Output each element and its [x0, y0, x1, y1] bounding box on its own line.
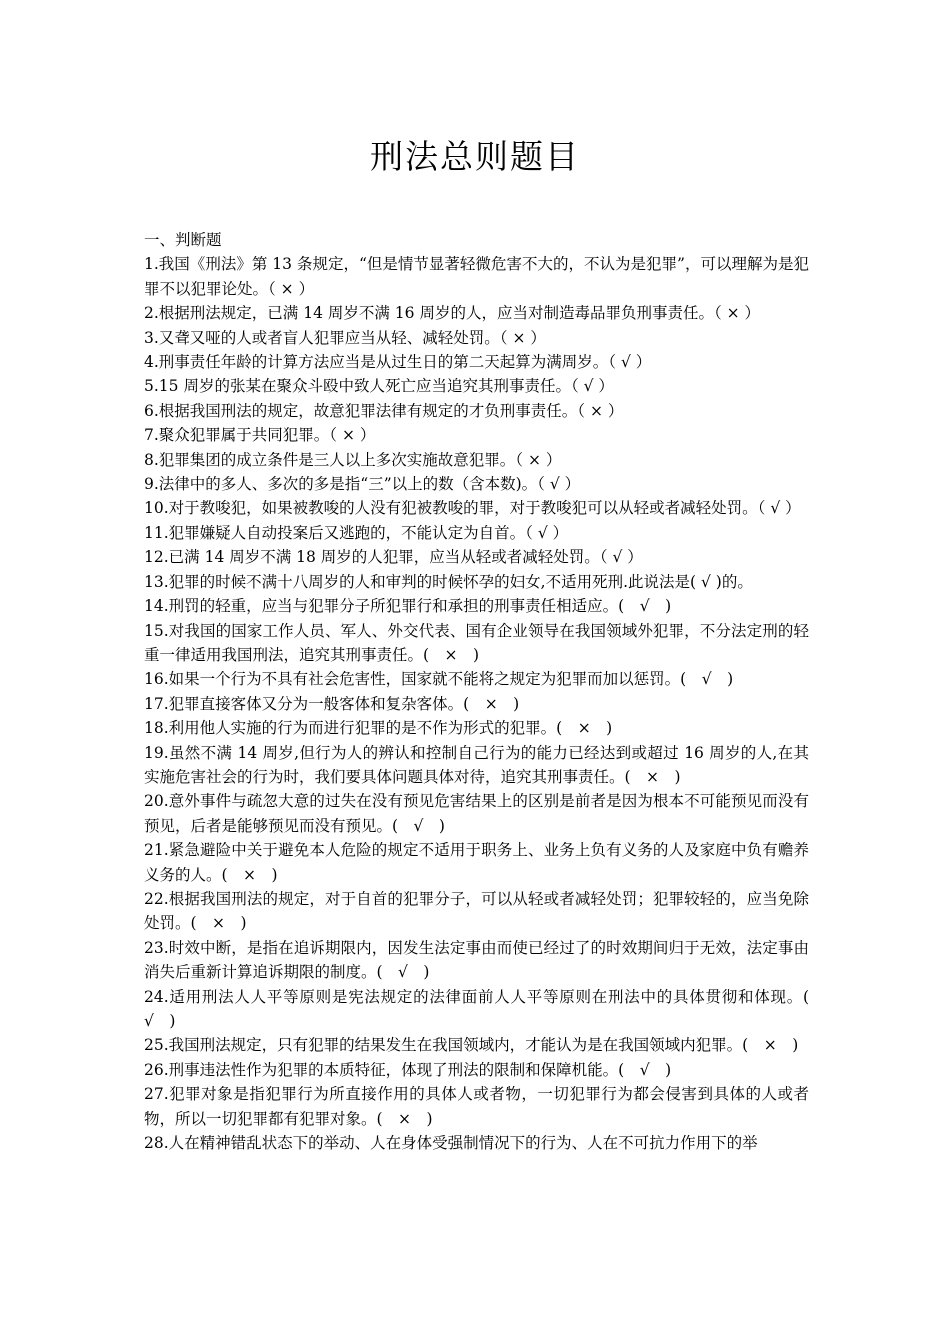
list-item	[144, 716, 809, 740]
question-text: 1.我国《刑法》第 13 条规定，“但是情节显著轻微危害不大的，不认为是犯罪”，可以理解为是犯罪不以犯罪论处。（ × ）	[144, 255, 809, 298]
list-item	[144, 887, 809, 936]
list-item	[144, 741, 809, 790]
list-item	[144, 619, 809, 668]
question-text: 5.15 周岁的张某在聚众斗殴中致人死亡应当追究其刑事责任。（ √ ）	[144, 377, 614, 396]
question-text: 7.聚众犯罪属于共同犯罪。（ × ）	[144, 426, 376, 445]
list-item	[144, 545, 809, 569]
page-title: 刑法总则题目	[370, 137, 580, 176]
list-item	[144, 496, 809, 520]
question-text: 23.时效中断，是指在追诉期限内，因发生法定事由而使已经过了的时效期间归于无效，法定事由消失后重新计算追诉期限的制度。( √ )	[144, 938, 809, 982]
list-item	[144, 1058, 809, 1082]
list-item	[144, 667, 809, 691]
question-text: 16.如果一个行为不具有社会危害性，国家就不能将之规定为犯罪而加以惩罚。( √ )	[144, 670, 734, 689]
question-list	[144, 252, 825, 1155]
list-item	[144, 399, 809, 423]
question-text: 3.又聋又哑的人或者盲人犯罪应当从轻、减轻处罚。（ × ）	[144, 328, 546, 347]
list-item	[144, 521, 809, 545]
question-text: 15.对我国的国家工作人员、军人、外交代表、国有企业领导在我国领域外犯罪，不分法定刑的轻重一律适用我国刑法，追究其刑事责任。( × )	[144, 621, 809, 664]
question-text: 26.刑事违法性作为犯罪的本质特征，体现了刑法的限制和保障机能。( √ )	[144, 1060, 672, 1079]
question-text: 19.虽然不满 14 周岁,但行为人的辨认和控制自己行为的能力已经达到或超过 16 周岁的人,在其实施危害社会的行为时，我们要具体问题具体对待，追究其刑事责任。( × )	[144, 743, 809, 786]
list-item	[144, 252, 809, 301]
question-text: 2.根据刑法规定，已满 14 周岁不满 16 周岁的人，应当对制造毒品罪负刑事责任。（ × ）	[144, 304, 761, 323]
question-text: 20.意外事件与疏忽大意的过失在没有预见危害结果上的区别是前者是因为根本不可能预见而没有预见，后者是能够预见而没有预见。( √ )	[144, 792, 809, 835]
question-text: 21.紧急避险中关于避免本人危险的规定不适用于职务上、业务上负有义务的人及家庭中负有赡养义务的人。( × )	[144, 841, 809, 884]
question-text: 17.犯罪直接客体又分为一般客体和复杂客体。( × )	[144, 694, 520, 713]
list-item	[144, 570, 809, 594]
list-item	[144, 1033, 809, 1057]
list-item	[144, 448, 809, 472]
list-item	[144, 692, 809, 716]
question-text: 8.犯罪集团的成立条件是三人以上多次实施故意犯罪。（ × ）	[144, 450, 562, 469]
list-item	[144, 838, 809, 887]
list-item	[144, 350, 809, 374]
document-body	[144, 228, 825, 1155]
question-text: 14.刑罚的轻重，应当与犯罪分子所犯罪行和承担的刑事责任相适应。( √ )	[144, 597, 672, 616]
list-item	[144, 985, 825, 1034]
list-item	[144, 326, 809, 350]
question-text: 12.已满 14 周岁不满 18 周岁的人犯罪，应当从轻或者减轻处罚。（ √ ）	[144, 548, 643, 567]
question-text: 13.犯罪的时候不满十八周岁的人和审判的时候怀孕的妇女,不适用死刑.此说法是( √ )的。	[144, 572, 753, 591]
question-text: 24.适用刑法人人平等原则是宪法规定的法律面前人人平等原则在刑法中的具体贯彻和体现。( √ )	[144, 987, 825, 1030]
question-text: 28.人在精神错乱状态下的举动、人在身体受强制情况下的行为、人在不可抗力作用下的举	[144, 1134, 758, 1153]
question-text: 10.对于教唆犯，如果被教唆的人没有犯被教唆的罪，对于教唆犯可以从轻或者减轻处罚。（ √ ）	[144, 499, 801, 518]
question-text: 27.犯罪对象是指犯罪行为所直接作用的具体人或者物，一切犯罪行为都会侵害到具体的人或者物，所以一切犯罪都有犯罪对象。( × )	[144, 1085, 809, 1128]
question-text: 22.根据我国刑法的规定，对于自首的犯罪分子，可以从轻或者减轻处罚；犯罪较轻的，应当免除处罚。( × )	[144, 889, 809, 933]
list-item	[144, 423, 809, 447]
list-item	[144, 1131, 809, 1155]
list-item	[144, 936, 809, 985]
list-item	[144, 301, 809, 325]
list-item	[144, 789, 809, 838]
section-heading: 一、判断题	[144, 231, 222, 249]
list-item	[144, 472, 809, 496]
question-text: 9.法律中的多人、多次的多是指“三”以上的数（含本数)。（ √ ）	[144, 475, 581, 494]
question-text: 11.犯罪嫌疑人自动投案后又逃跑的，不能认定为自首。（ √ ）	[144, 523, 569, 542]
list-item	[144, 1082, 809, 1131]
question-text: 25.我国刑法规定，只有犯罪的结果发生在我国领域内，才能认为是在我国领域内犯罪。( × )	[144, 1036, 799, 1055]
list-item	[144, 374, 809, 398]
question-text: 4.刑事责任年龄的计算方法应当是从过生日的第二天起算为满周岁。（ √ ）	[144, 353, 652, 372]
question-text: 18.利用他人实施的行为而进行犯罪的是不作为形式的犯罪。( × )	[144, 719, 613, 738]
question-text: 6.根据我国刑法的规定，故意犯罪法律有规定的才负刑事责任。（ × ）	[144, 401, 624, 420]
list-item	[144, 594, 809, 618]
